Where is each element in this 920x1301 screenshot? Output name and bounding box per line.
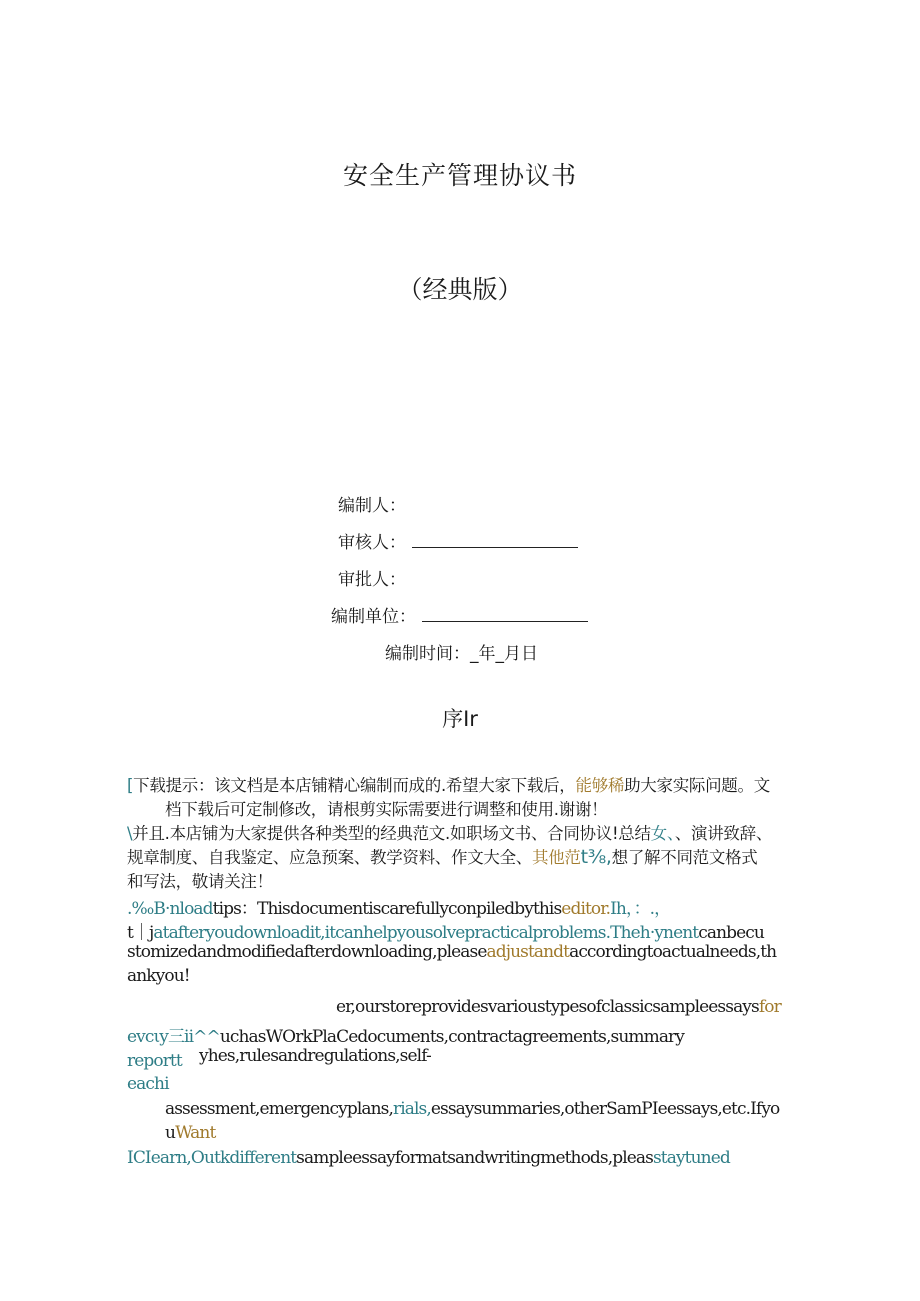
en-line bbox=[336, 997, 781, 1017]
text-run: 规章制度、自我鉴定、应急预案、教学资料、作文大全、 bbox=[127, 848, 533, 867]
en-line bbox=[127, 966, 190, 986]
cn-line bbox=[127, 844, 757, 868]
text-run: ankyou! bbox=[127, 966, 190, 986]
section-heading: 序Ir bbox=[442, 707, 478, 731]
text-run-highlight: adjustandt bbox=[486, 942, 570, 962]
field-label: 审核人： bbox=[338, 533, 406, 553]
text-run: 和写法，敬请关注！ bbox=[127, 872, 273, 891]
text-run-highlight: rials, bbox=[392, 1099, 431, 1119]
text-run-highlight: evcιy三ii^^ bbox=[127, 1027, 220, 1047]
stray-mark: \ bbox=[127, 824, 133, 843]
field-reviewer bbox=[338, 528, 578, 553]
en-line bbox=[127, 1051, 182, 1071]
text-run-highlight: atafteryoudownloadit,itcanhelpyousolvepracticalproblems.The bbox=[153, 923, 640, 943]
en-line bbox=[165, 1123, 215, 1143]
text-run: essaysummaries,otherSamPIeessays,etc.Ifyo bbox=[430, 1099, 780, 1119]
text-run: yhes,rulesandregulations,self- bbox=[199, 1046, 431, 1066]
en-line bbox=[127, 1022, 684, 1047]
en-line bbox=[127, 1074, 169, 1094]
field-unit bbox=[331, 602, 588, 627]
en-line bbox=[127, 918, 764, 943]
text-run-highlight: editor. bbox=[561, 899, 611, 919]
text-run: t｜j bbox=[127, 923, 154, 943]
field-label: 审批人： bbox=[338, 570, 406, 590]
cn-line bbox=[127, 772, 770, 796]
text-run: 并且.本店铺为大家提供各种类型的经典范文.如职场文书、合同协议!总结 bbox=[132, 824, 651, 843]
text-run-highlight: staytuned bbox=[652, 1148, 730, 1168]
text-run-highlight: for bbox=[758, 997, 781, 1017]
text-run: 助大家实际问题。文 bbox=[624, 776, 770, 795]
cn-line bbox=[127, 868, 273, 892]
text-run-highlight: 其他范 bbox=[532, 848, 581, 867]
en-line bbox=[127, 1148, 730, 1168]
field-compiler bbox=[338, 491, 406, 516]
text-run: uchasWOrkPlaCedocuments,contractagreements,summary bbox=[219, 1027, 684, 1047]
text-run: canbecu bbox=[698, 923, 764, 943]
en-line bbox=[127, 894, 670, 919]
text-run-highlight: .‰B·nload bbox=[127, 899, 213, 919]
text-run: 想了解不同范文格式 bbox=[611, 848, 758, 867]
text-run: sampleessayformatsandwritingmethods,pleas bbox=[296, 1148, 653, 1168]
document-subtitle: （经典版） bbox=[397, 275, 523, 304]
document-title: 安全生产管理协议书 bbox=[342, 161, 577, 190]
text-run-highlight: Ih，：.， bbox=[610, 899, 671, 919]
field-label: 编制人： bbox=[338, 496, 406, 516]
text-run-highlight: h·ynent bbox=[639, 923, 699, 943]
text-run: tips：Thisdocumentiscarefullyconpiledbythis bbox=[212, 899, 562, 919]
text-run-highlight: eachi bbox=[127, 1074, 169, 1094]
text-run: accordingtoactualneeds,th bbox=[569, 942, 777, 962]
text-run: assessment,emergencyplans, bbox=[165, 1099, 393, 1119]
field-label: 编制时间：_年_月日 bbox=[385, 644, 538, 664]
text-run: 、演讲致辞、 bbox=[674, 824, 773, 843]
text-run: u bbox=[165, 1123, 176, 1143]
en-line bbox=[165, 1099, 779, 1119]
text-run-highlight: 能够稀 bbox=[575, 776, 625, 795]
en-line bbox=[199, 1046, 431, 1066]
field-label: 编制单位： bbox=[331, 607, 416, 627]
en-line bbox=[127, 942, 776, 962]
cn-line bbox=[165, 796, 607, 820]
text-run-highlight: Outkdifferent bbox=[190, 1148, 297, 1168]
text-run: 下载提示：该文档是本店铺精心编制而成的.希望大家下载后， bbox=[133, 776, 576, 795]
stray-mark: [ bbox=[127, 776, 134, 795]
field-approver bbox=[338, 565, 406, 590]
text-run: er,ourstoreprovidesvarioustypesofclassicsampleessays bbox=[336, 997, 759, 1017]
text-run-highlight: Want bbox=[175, 1123, 216, 1143]
text-run-highlight: 女、 bbox=[650, 824, 675, 843]
field-date bbox=[385, 639, 538, 664]
text-run-highlight: ICIearn, bbox=[127, 1148, 191, 1168]
text-run: stomizedandmodifiedafterdownloading,please bbox=[127, 942, 487, 962]
text-run: 档下载后可定制修改，请根剪实际需要进行调整和使用.谢谢！ bbox=[165, 800, 608, 819]
text-run-highlight: reportt bbox=[127, 1051, 182, 1071]
blank-underline bbox=[412, 533, 578, 548]
text-run-highlight: t⅜, bbox=[580, 846, 612, 868]
blank-underline bbox=[422, 607, 588, 622]
cn-line bbox=[127, 820, 772, 844]
